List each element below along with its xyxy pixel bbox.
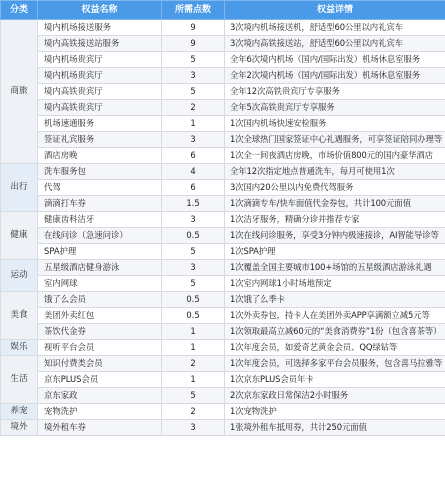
name-cell: 饿了么会员: [38, 292, 162, 308]
table-row: [1, 20, 445, 36]
detail-cell: 1次SPA护理: [225, 244, 445, 260]
category-cell: 养宠: [1, 404, 38, 420]
detail-cell: 全年5次高铁贵宾厅专享服务: [225, 100, 445, 116]
detail-cell: 1次京东PLUS会员年卡: [225, 372, 445, 388]
table-row: [1, 276, 445, 292]
header-points: 所需点数: [162, 1, 225, 20]
name-cell: 京东PLUS会员: [38, 372, 162, 388]
name-cell: 境内高铁贵宾厅: [38, 84, 162, 100]
points-cell: 0.5: [162, 228, 225, 244]
points-cell: 0.5: [162, 308, 225, 324]
table-row: [1, 356, 445, 372]
name-cell: 机场速通服务: [38, 116, 162, 132]
table-row: [1, 324, 445, 340]
table-row: [1, 180, 445, 196]
name-cell: 茶饮代金券: [38, 324, 162, 340]
points-cell: 1: [162, 116, 225, 132]
detail-cell: 1次外卖券包，持卡人在美团外卖APP享满额立减5元等: [225, 308, 445, 324]
table-row: [1, 148, 445, 164]
table-header-row: [1, 1, 445, 20]
category-cell: 娱乐: [1, 340, 38, 356]
points-cell: 9: [162, 20, 225, 36]
points-cell: 9: [162, 36, 225, 52]
table-row: [1, 164, 445, 180]
table-row: [1, 244, 445, 260]
table-row: [1, 260, 445, 276]
category-cell: 境外: [1, 420, 38, 436]
detail-cell: 1次宠物洗护: [225, 404, 445, 420]
points-cell: 5: [162, 52, 225, 68]
name-cell: 签证礼宾服务: [38, 132, 162, 148]
detail-cell: 全年2次境内机场（国内/国际出发）机场休息室服务: [225, 68, 445, 84]
detail-cell: 1张境外租车抵用券，共计250元面值: [225, 420, 445, 436]
detail-cell: 全年12次高铁贵宾厅专享服务: [225, 84, 445, 100]
name-cell: 洗车服务包: [38, 164, 162, 180]
table-row: [1, 372, 445, 388]
detail-cell: 1次覆盖全国主要城市100+场馆的五星级酒店游泳礼遇: [225, 260, 445, 276]
table-row: [1, 36, 445, 52]
detail-cell: 1次年度会员，可选择多家平台会员服务，包含喜马拉雅等: [225, 356, 445, 372]
detail-cell: 1次国内机场快速安检服务: [225, 116, 445, 132]
name-cell: 境内机场接送服务: [38, 20, 162, 36]
name-cell: 京东家政: [38, 388, 162, 404]
category-cell: 生活: [1, 356, 38, 404]
detail-cell: 1次饿了么季卡: [225, 292, 445, 308]
detail-cell: 1次在线问诊服务，享受3分钟内极速接诊，AI智能导诊等: [225, 228, 445, 244]
table-body: [1, 20, 445, 436]
table-row: [1, 212, 445, 228]
detail-cell: 1次年度会员，如爱奇艺黄金会员、QQ绿钻等: [225, 340, 445, 356]
table-row: [1, 388, 445, 404]
points-cell: 6: [162, 180, 225, 196]
category-cell: 出行: [1, 164, 38, 212]
detail-cell: 3次国内20公里以内免费代驾服务: [225, 180, 445, 196]
table-row: [1, 196, 445, 212]
detail-cell: 2次京东家政日常保洁2小时服务: [225, 388, 445, 404]
detail-cell: 1次全球热门国家签证中心礼遇服务，可享签证陪同办理等: [225, 132, 445, 148]
detail-cell: 1次全一间夜酒店房晚，市场价值800元的国内豪华酒店: [225, 148, 445, 164]
points-cell: 6: [162, 148, 225, 164]
points-cell: 5: [162, 276, 225, 292]
table-row: [1, 404, 445, 420]
points-cell: 4: [162, 164, 225, 180]
table-row: [1, 52, 445, 68]
table-row: [1, 84, 445, 100]
points-cell: 3: [162, 420, 225, 436]
category-cell: 运动: [1, 260, 38, 292]
name-cell: 健康齿科洁牙: [38, 212, 162, 228]
name-cell: 境内高铁接送站服务: [38, 36, 162, 52]
table-row: [1, 100, 445, 116]
detail-cell: 1次领取最高立减60元的“美食消费券”1份（包含喜茶等）: [225, 324, 445, 340]
category-cell: 健康: [1, 212, 38, 260]
header-name: 权益名称: [38, 1, 162, 20]
detail-cell: 3次境内机场接送机，舒适型60公里以内礼宾车: [225, 20, 445, 36]
name-cell: 滴滴打车券: [38, 196, 162, 212]
points-cell: 3: [162, 260, 225, 276]
name-cell: SPA护理: [38, 244, 162, 260]
name-cell: 境内机场贵宾厅: [38, 68, 162, 84]
name-cell: 美团外卖红包: [38, 308, 162, 324]
points-cell: 2: [162, 356, 225, 372]
name-cell: 酒店房晚: [38, 148, 162, 164]
name-cell: 五星级酒店健身游泳: [38, 260, 162, 276]
category-cell: 商旅: [1, 20, 38, 164]
name-cell: 境内高铁贵宾厅: [38, 100, 162, 116]
name-cell: 视听平台会员: [38, 340, 162, 356]
header-detail: 权益详情: [225, 1, 445, 20]
points-cell: 1: [162, 324, 225, 340]
header-category: 分类: [1, 1, 38, 20]
points-cell: 1: [162, 372, 225, 388]
detail-cell: 1次室内网球1小时场地预定: [225, 276, 445, 292]
points-cell: 0.5: [162, 292, 225, 308]
points-cell: 3: [162, 68, 225, 84]
points-cell: 1: [162, 340, 225, 356]
name-cell: 境外租车券: [38, 420, 162, 436]
detail-cell: 全年6次境内机场（国内/国际出发）机场休息室服务: [225, 52, 445, 68]
points-cell: 5: [162, 84, 225, 100]
name-cell: 知识付费类会员: [38, 356, 162, 372]
table-row: [1, 132, 445, 148]
detail-cell: 3次境内高铁接送站，舒适型60公里以内礼宾车: [225, 36, 445, 52]
points-cell: 3: [162, 212, 225, 228]
name-cell: 代驾: [38, 180, 162, 196]
points-cell: 2: [162, 100, 225, 116]
name-cell: 境内机场贵宾厅: [38, 52, 162, 68]
table-row: [1, 228, 445, 244]
points-cell: 1.5: [162, 196, 225, 212]
points-cell: 2: [162, 404, 225, 420]
table-row: [1, 68, 445, 84]
detail-cell: 1次洁牙服务，精确分诊并推荐专家: [225, 212, 445, 228]
points-cell: 5: [162, 244, 225, 260]
table-row: [1, 420, 445, 436]
points-cell: 3: [162, 132, 225, 148]
name-cell: 在线问诊（急速问诊）: [38, 228, 162, 244]
detail-cell: 1次滴滴专车/快车面值代金券包，共计100元面值: [225, 196, 445, 212]
detail-cell: 全年12次指定地点普通洗车，每月可使用1次: [225, 164, 445, 180]
table-row: [1, 340, 445, 356]
category-cell: 美食: [1, 292, 38, 340]
table-row: [1, 116, 445, 132]
table-row: [1, 308, 445, 324]
name-cell: 室内网球: [38, 276, 162, 292]
name-cell: 宠物洗护: [38, 404, 162, 420]
points-cell: 5: [162, 388, 225, 404]
table-row: [1, 292, 445, 308]
